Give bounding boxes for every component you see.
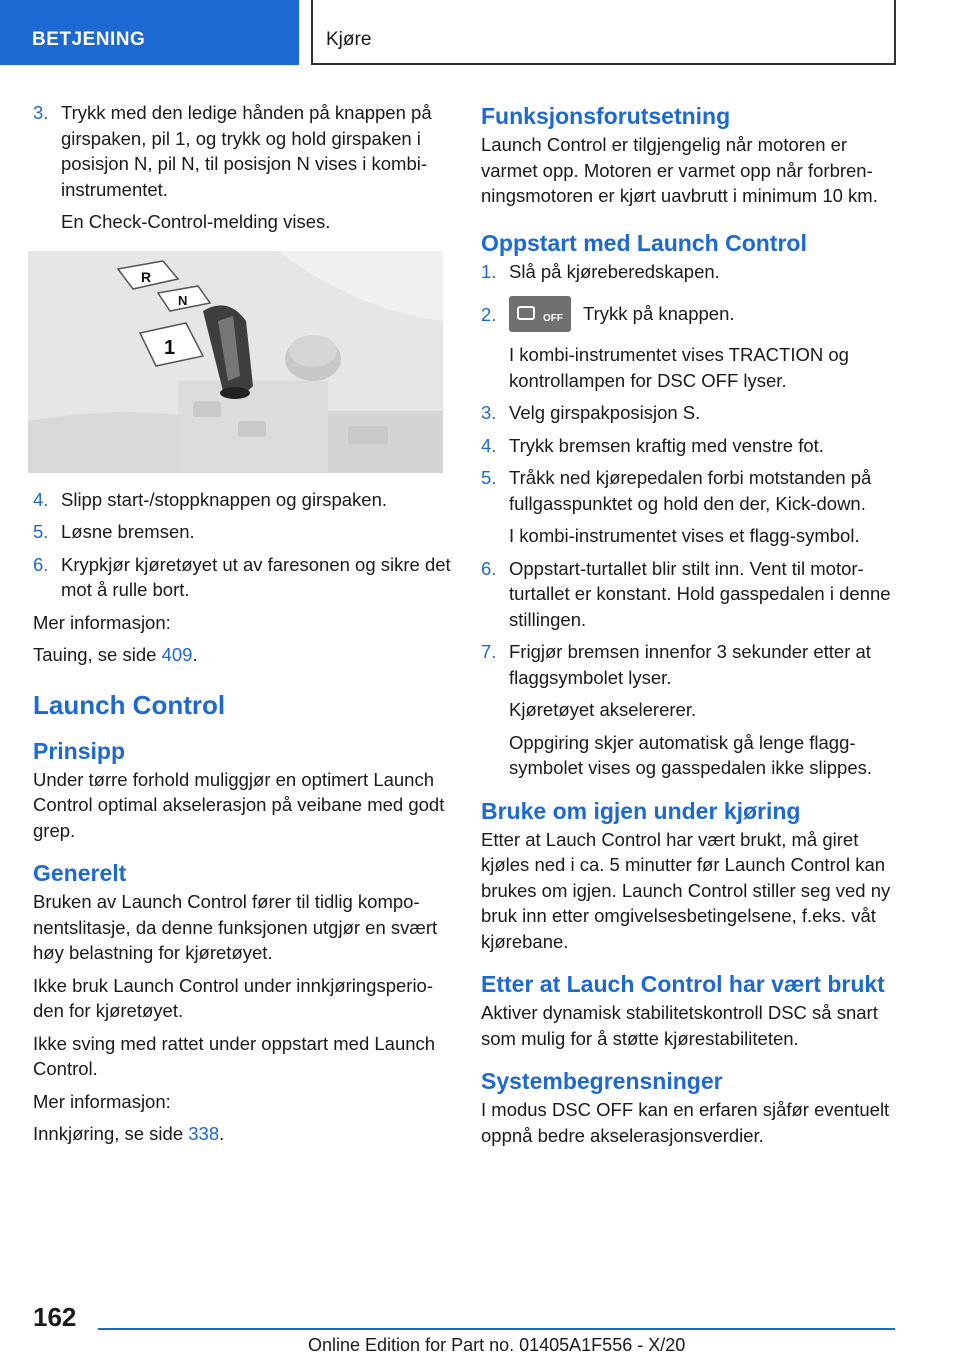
step-text-with-button bbox=[509, 296, 899, 332]
step-subtext: I kombi-instrumentet vises TRACTION og kontrollampen for DSC OFF lyser. bbox=[509, 344, 849, 391]
step-subtext: En Check-Control-melding vises. bbox=[61, 211, 331, 232]
step-text: Velg girspakposisjon S. bbox=[509, 402, 701, 423]
step-number: 1. bbox=[481, 260, 497, 282]
step-text: Trykk med den ledige hånden på knappen på girspaken, pil 1, og trykk og hold girspaken i posisjon N, pil N, til posisjon N vises i kombiinstrumentet. bbox=[61, 102, 432, 200]
step-text: Tråkk ned kjørepedalen forbi motstanden på fullgasspunktet og hold den der, Kick-down. bbox=[509, 467, 872, 514]
reference-text: Innkjøring, se side bbox=[33, 1123, 189, 1144]
reference-towing bbox=[33, 642, 451, 668]
step-3 bbox=[481, 400, 899, 426]
header-chapter-box bbox=[311, 0, 896, 65]
subheading-funksjonsforutsetning: Funksjonsforutsetning bbox=[481, 103, 731, 129]
arrow-label-1: 1 bbox=[164, 336, 176, 359]
step-6 bbox=[481, 556, 899, 633]
step-4 bbox=[481, 433, 899, 459]
gear-selector-illustration bbox=[28, 251, 443, 473]
left-column bbox=[33, 100, 451, 1154]
step-6 bbox=[33, 552, 451, 603]
reference-end: . bbox=[219, 1123, 225, 1144]
step-subtext: Kjøretøyet akselererer. bbox=[509, 699, 697, 720]
step-subtext: Oppgiring skjer automatisk gå lenge flaggsymbolet vises og gasspedalen ikke slippes. bbox=[509, 731, 872, 778]
page-link-409[interactable]: 409 bbox=[161, 644, 193, 665]
traction-icon bbox=[517, 306, 535, 320]
step-number: 4. bbox=[481, 434, 497, 456]
step-number: 3. bbox=[481, 402, 497, 423]
header-section-tab bbox=[0, 0, 299, 65]
subheading-oppstart: Oppstart med Launch Control bbox=[481, 229, 807, 256]
prinsipp-text: Under tørre forhold muliggjør en optimert Launch Control optimal akselerasjon på veibane med godt grep. bbox=[33, 768, 445, 841]
arrow-label-r: R bbox=[141, 268, 152, 285]
step-number: 5. bbox=[481, 467, 497, 488]
step-5 bbox=[33, 519, 451, 545]
step-text: Slå på kjøreberedskapen. bbox=[509, 260, 720, 282]
footer-divider bbox=[98, 1328, 895, 1330]
page-number: 162 bbox=[33, 1302, 77, 1332]
reference-break-in bbox=[33, 1121, 451, 1147]
generelt-paragraph-2: Ikke bruk Launch Control under innkjøringsperioden for kjøretøyet. bbox=[33, 974, 434, 1021]
step-number: 4. bbox=[33, 488, 49, 510]
bruke-text: Etter at Lauch Control har vært brukt, må giret kjøles ned i ca. 5 minutter før Launch Control kan brukes om igjen. Launch Control stiller seg ved ny bruk inn etter omgivelsesbetingelsene, f.eks. våt kjørebane. bbox=[481, 828, 891, 952]
step-3 bbox=[33, 100, 451, 235]
step-7 bbox=[481, 639, 899, 781]
subheading-prinsipp: Prinsipp bbox=[33, 737, 126, 764]
step-2 bbox=[481, 296, 899, 393]
step-number: 2. bbox=[481, 304, 497, 325]
more-info-label: Mer informasjon: bbox=[33, 1090, 171, 1112]
step-number: 6. bbox=[481, 557, 497, 579]
step-text: Krypkjør kjøretøyet ut av faresonen og sikre det mot å rulle bort. bbox=[61, 553, 451, 600]
step-text: Frigjør bremsen innenfor 3 sekunder etter at flaggsymbolet lyser. bbox=[509, 641, 871, 688]
arrow-label-n: N bbox=[178, 292, 188, 308]
step-4 bbox=[33, 487, 451, 513]
more-info-label: Mer informasjon: bbox=[33, 611, 171, 633]
header-section-title: BETJENING bbox=[32, 29, 146, 50]
system-text: I modus DSC OFF kan en erfaren sjåfør eventuelt oppnå bedre akselerasjonsverdier. bbox=[481, 1099, 890, 1146]
step-text: Trykk bremsen kraftig med venstre fot. bbox=[509, 434, 824, 456]
subheading-generelt: Generelt bbox=[33, 860, 127, 886]
header-chapter-title: Kjøre bbox=[326, 29, 372, 50]
step-number: 6. bbox=[33, 553, 49, 575]
step-5 bbox=[481, 465, 899, 549]
subheading-systembegrensninger: Systembegrensninger bbox=[481, 1068, 723, 1094]
right-column bbox=[481, 100, 899, 1155]
step-number: 7. bbox=[481, 641, 497, 662]
funksjon-text: Launch Control er tilgjengelig når motoren er varmet opp. Motoren er varmet opp når forbrenningsmotoren er kjørt uavbrutt i minimum 10 km. bbox=[481, 134, 878, 206]
generelt-paragraph-3: Ikke sving med rattet under oppstart med Launch Control. bbox=[33, 1032, 436, 1079]
step-text: Oppstart-turtallet blir stilt inn. Vent til motorturtallet er konstant. Hold gasspedalen i denne stillingen. bbox=[509, 557, 891, 630]
subheading-etter-bruk: Etter at Lauch Control har vært brukt bbox=[481, 971, 885, 997]
gear-selector-drawing bbox=[28, 251, 443, 473]
step-text: Løsne bremsen. bbox=[61, 521, 195, 542]
generelt-paragraph-1: Bruken av Launch Control fører til tidlig komponentslitasje, da denne funksjonen utgjør en svært høy belastning for kjøretøyet. bbox=[33, 891, 438, 963]
step-subtext: I kombi-instrumentet vises et flagg-symbol. bbox=[509, 525, 860, 546]
reference-end: . bbox=[192, 644, 198, 665]
step-text: Trykk på knappen. bbox=[583, 303, 735, 324]
footer-edition: Online Edition for Part no. 01405A1F556 - X/20 bbox=[308, 1335, 686, 1355]
step-1 bbox=[481, 259, 899, 285]
dsc-off-label: OFF bbox=[543, 313, 563, 324]
reference-text: Tauing, se side bbox=[33, 644, 162, 665]
subheading-bruke-om-igjen: Bruke om igjen under kjøring bbox=[481, 797, 801, 824]
section-heading-launch-control: Launch Control bbox=[33, 689, 226, 720]
etter-text: Aktiver dynamisk stabilitetskontroll DSC så snart som mulig for å støtte kjørestabiliteten. bbox=[481, 1002, 878, 1049]
step-text: Slipp start-/stoppknappen og girspaken. bbox=[61, 488, 388, 510]
step-number: 3. bbox=[33, 102, 49, 123]
dsc-off-button[interactable] bbox=[509, 296, 571, 332]
step-number: 5. bbox=[33, 521, 49, 542]
page-link-338[interactable]: 338 bbox=[188, 1123, 220, 1144]
